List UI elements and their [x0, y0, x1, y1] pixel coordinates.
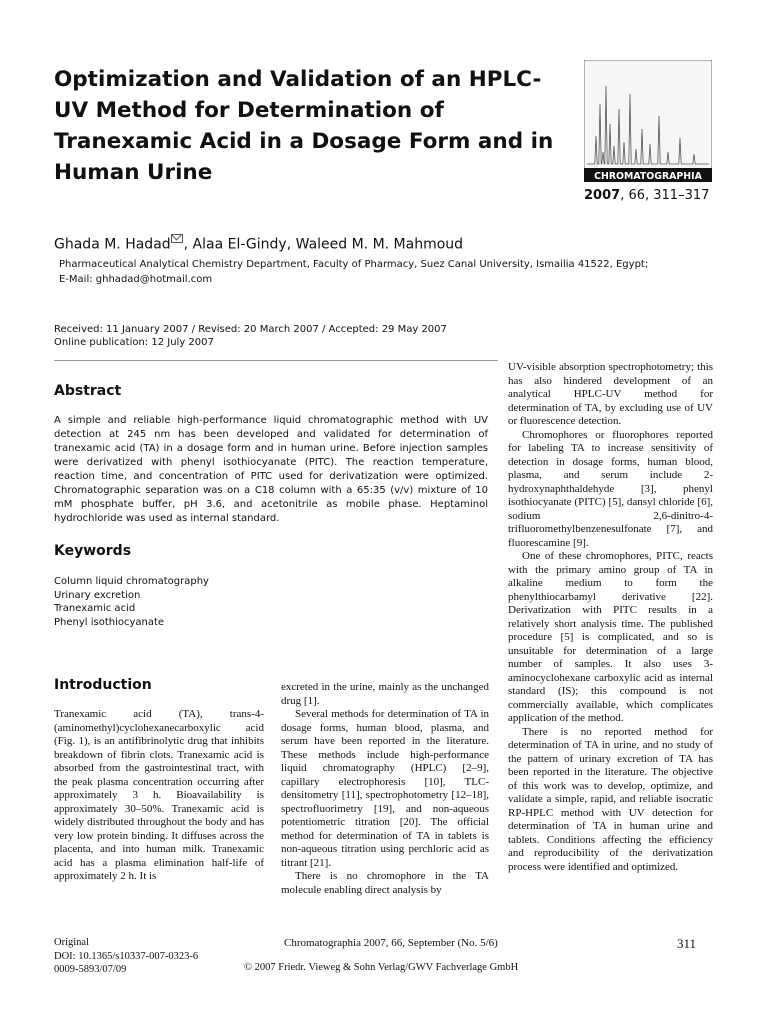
- keyword-item: Urinary excretion: [54, 589, 141, 601]
- keywords-heading: Keywords: [54, 543, 132, 559]
- issn-code: 0009-5893/07/09: [54, 964, 127, 975]
- keyword-item: Phenyl isothiocyanate: [54, 616, 165, 628]
- co-authors: , Alaa El-Gindy, Waleed M. M. Mahmoud: [183, 236, 464, 253]
- paragraph: Tranexamic acid (TA), trans-4-(aminomethyl)cyclohexanecarboxylic acid (Fig. 1), is an antifibrinolytic drug that inhibits breakdown of fibrin clots. Tranexamic acid is absorbed from the gastrointestinal tract, with the peak plasma concentration occurring after approximately 3 h. Bioavailability is approximately 30–50%. Tranexamic acid is widely distributed throughout the body and has very low protein binding. It diffuses across the placenta, and into human milk. Tranexamic acid has a plasma elimination half-life of approximately 2 h. It is: [54, 708, 264, 882]
- abstract-heading: Abstract: [54, 383, 122, 399]
- journal-logo: [584, 60, 712, 182]
- journal-reference: [584, 188, 714, 203]
- paragraph: excreted in the urine, mainly as the unchanged drug [1].: [281, 681, 489, 707]
- logo-text: CHROMATOGRAPHIA: [594, 171, 702, 182]
- article-type: Original: [54, 937, 89, 948]
- section-divider: [54, 360, 498, 361]
- doi[interactable]: DOI: 10.1365/s10337-007-0323-6: [54, 950, 199, 962]
- paragraph: One of these chromophores, PITC, reacts with the primary amino group of TA in alkaline medium to form the phenylthiocarbamyl derivative [22]. Derivatization with PITC results in a relatively short analysis time. The published procedure [5] is complicated, and so is unsuitable for determination of a large number of samples. It also uses 3-aminocyclohexane carboxylic acid as internal standard (IS); this compound is not commercially available, which complicates application of the method.: [508, 550, 713, 724]
- online-publication-date: Online publication: 12 July 2007: [54, 337, 214, 348]
- paragraph: Several methods for determination of TA in dosage forms, human blood, plasma, and serum have been reported in the literature. These methods include high-performance liquid chromatography (HPLC) [2–9], capillary electrophoresis [10], TLC-densitometry [11], spectrophotometry [12–18], spectrofluorimetry [19], and non-aqueous potentiometric titration [20]. The official method for determination of TA in tablets is non-aqueous titration using perchloric acid as titrant [21].: [281, 708, 489, 869]
- body-column-1: [54, 708, 264, 884]
- footer-copyright: © 2007 Friedr. Vieweg & Sohn Verlag/GWV Fachverlage GmbH: [244, 962, 519, 973]
- body-column-3: [508, 361, 713, 874]
- paragraph: There is no reported method for determination of TA in urine, and no study of the pattern of urinary excretion of TA has been reported in the literature. The objective of this work was to develop, optimize, and validate a simple, rapid, and reliable isocratic RP-HPLC method with UV detection for determination of TA in human urine and tablets. Conditions affecting the efficiency and reproducibility of the derivatization process were identified and optimized.: [508, 725, 713, 873]
- article-title: Optimization and Validation of an HPLC-UV Method for Determination of Tranexamic Acid in a Dosage Form and in Human Urine: [54, 67, 554, 185]
- body-column-2: [281, 681, 489, 897]
- affiliation-email: E-Mail: ghhadad@hotmail.com: [59, 274, 213, 285]
- paragraph: UV-visible absorption spectrophotometry; this has also hindered development of an analytical HPLC-UV method for determination of TA, by excluding use of UV or fluorescence detection.: [508, 361, 713, 427]
- keyword-item: Column liquid chromatography: [54, 576, 209, 587]
- paragraph: There is no chromophore in the TA molecule enabling direct analysis by: [281, 870, 489, 896]
- journal-volume-pages: , 66, 311–317: [620, 188, 710, 203]
- corresponding-author: Ghada M. Hadad: [54, 236, 171, 253]
- footer-left: [54, 936, 198, 977]
- page-number: 311: [677, 936, 697, 951]
- abstract-text: A simple and reliable high-performance liquid chromatographic method with UV detection at 245 nm has been developed and validated for determination of tranexamic acid (TA) in a dosage form and in human urine. Before injection samples were derivatized with phenyl isothiocyanate (PITC). The reaction temperature, reaction time, and concentration of PITC used for derivatization were optimized. Chromatographic separation was on a C18 column with a 65:35 (v/v) mixture of 10 mM phosphate buffer, pH 3.6, and acetonitrile as mobile phase. Heptaminol hydrochloride was used as internal standard.: [54, 415, 488, 524]
- history-dates: Received: 11 January 2007 / Revised: 20 March 2007 / Accepted: 29 May 2007: [54, 324, 447, 335]
- authors: [54, 234, 463, 253]
- publication-dates: [54, 323, 447, 349]
- keyword-item: Tranexamic acid: [54, 603, 136, 614]
- footer-journal-issue: Chromatographia 2007, 66, September (No. 5/6): [284, 937, 498, 949]
- introduction-heading: Introduction: [54, 677, 152, 693]
- envelope-icon: [171, 234, 183, 243]
- affiliation: [59, 257, 719, 287]
- paragraph: Chromophores or fluorophores reported for labeling TA to increase sensitivity of detection in dosage forms, human blood, plasma, and serum include 2-hydroxynaphthaldehyde [3], phenyl isothiocyanate (PITC) [5], dansyl chloride [6], sodium 2,6-dinitro-4-trifluoromethylbenzenesulfonate [7], and fluorescamine [9].: [508, 428, 713, 549]
- keywords-list: [54, 575, 209, 629]
- journal-year: 2007: [584, 188, 621, 203]
- affiliation-address: Pharmaceutical Analytical Chemistry Department, Faculty of Pharmacy, Suez Canal University, Ismailia 41522, Egypt;: [59, 259, 649, 270]
